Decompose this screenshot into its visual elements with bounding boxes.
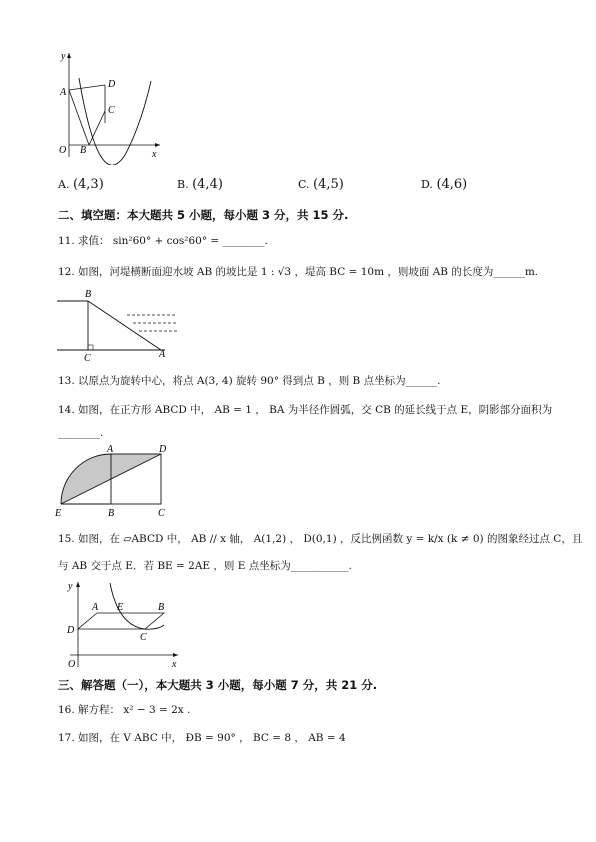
q15-label-a: A (92, 602, 99, 613)
question-13: 13. 以原点为旋转中心，将点 A(3, 4) 旋转 90° 得到点 B ，则 B 点坐标为______. (58, 375, 441, 387)
q14-label-b: B (108, 508, 115, 519)
option-d (421, 178, 467, 192)
question-14-line-1: 14. 如图，在正方形 ABCD 中， AB = 1 ， BA 为半径作圆弧，交 CB 的延长线于点 E，阴影部分面积为 (58, 404, 553, 416)
option-d-value: (4,6) (436, 177, 468, 192)
option-b-letter: B. (177, 178, 189, 191)
q15-label-c: C (140, 632, 147, 643)
q15-label-o: O (68, 659, 76, 669)
option-d-letter: D. (421, 178, 433, 191)
q15-label-y: y (68, 581, 73, 592)
label-a: A (60, 87, 67, 98)
question-17: 17. 如图，在 V ABC 中， ÐB = 90° ， BC = 8 ， AB = 4 (58, 732, 346, 744)
q15-label-e: E (117, 602, 124, 613)
option-b-value: (4,4) (192, 177, 223, 192)
question-12: 12. 如图，河堤横断面迎水坡 AB 的坡比是 1 : √3 ，堤高 BC = 10m ，则坡面 AB 的长度为______m. (58, 266, 539, 278)
option-a-value: (4,3) (72, 177, 104, 192)
q12-label-a: A (159, 349, 166, 360)
section-3-title: 三、解答题（一），本大题共 3 小题，每小题 7 分，共 21 分. (58, 678, 378, 692)
option-a-letter: A. (58, 178, 70, 191)
label-o: O (59, 145, 67, 156)
question-16: 16. 解方程： x² − 3 = 2x . (58, 704, 191, 716)
section-2-title: 二、填空题：本大题共 5 小题，每小题 3 分，共 15 分. (58, 208, 349, 222)
label-x: x (152, 149, 157, 160)
question-15-line-2: 与 AB 交于点 E．若 BE = 2AE ，则 E 点坐标为___________. (58, 560, 352, 572)
question-15-line-1: 15. 如图，在 ▱ABCD 中， AB // x 轴， A(1,2) ， D(0,1) ，反比例函数 y = k/x (k ≠ 0) 的图象经过点 C，且 (58, 533, 583, 545)
option-c (298, 178, 344, 192)
q12-label-c: C (84, 353, 91, 363)
q14-label-e: E (55, 508, 62, 519)
question-14-line-2: ________. (58, 427, 104, 439)
label-b: B (80, 145, 87, 156)
q15-label-x: x (172, 659, 177, 669)
parabola-figure (55, 45, 170, 165)
label-y: y (61, 51, 66, 62)
option-a (58, 178, 104, 192)
option-c-value: (4,5) (313, 177, 344, 192)
label-d: D (108, 79, 116, 90)
q14-label-c: C (158, 508, 165, 519)
square-arc-figure (55, 444, 175, 520)
question-11: 11. 求值： sin²60° + cos²60° = ________. (58, 235, 268, 247)
option-c-letter: C. (298, 178, 310, 191)
q12-label-b: B (85, 289, 92, 300)
q14-label-d: D (159, 444, 167, 455)
label-c: C (108, 105, 115, 116)
parallelogram-figure (62, 577, 187, 669)
q15-label-b: B (158, 602, 165, 613)
q14-label-a: A (107, 444, 114, 455)
option-b (177, 178, 223, 192)
slope-figure (55, 285, 185, 363)
q15-label-d: D (67, 625, 75, 636)
